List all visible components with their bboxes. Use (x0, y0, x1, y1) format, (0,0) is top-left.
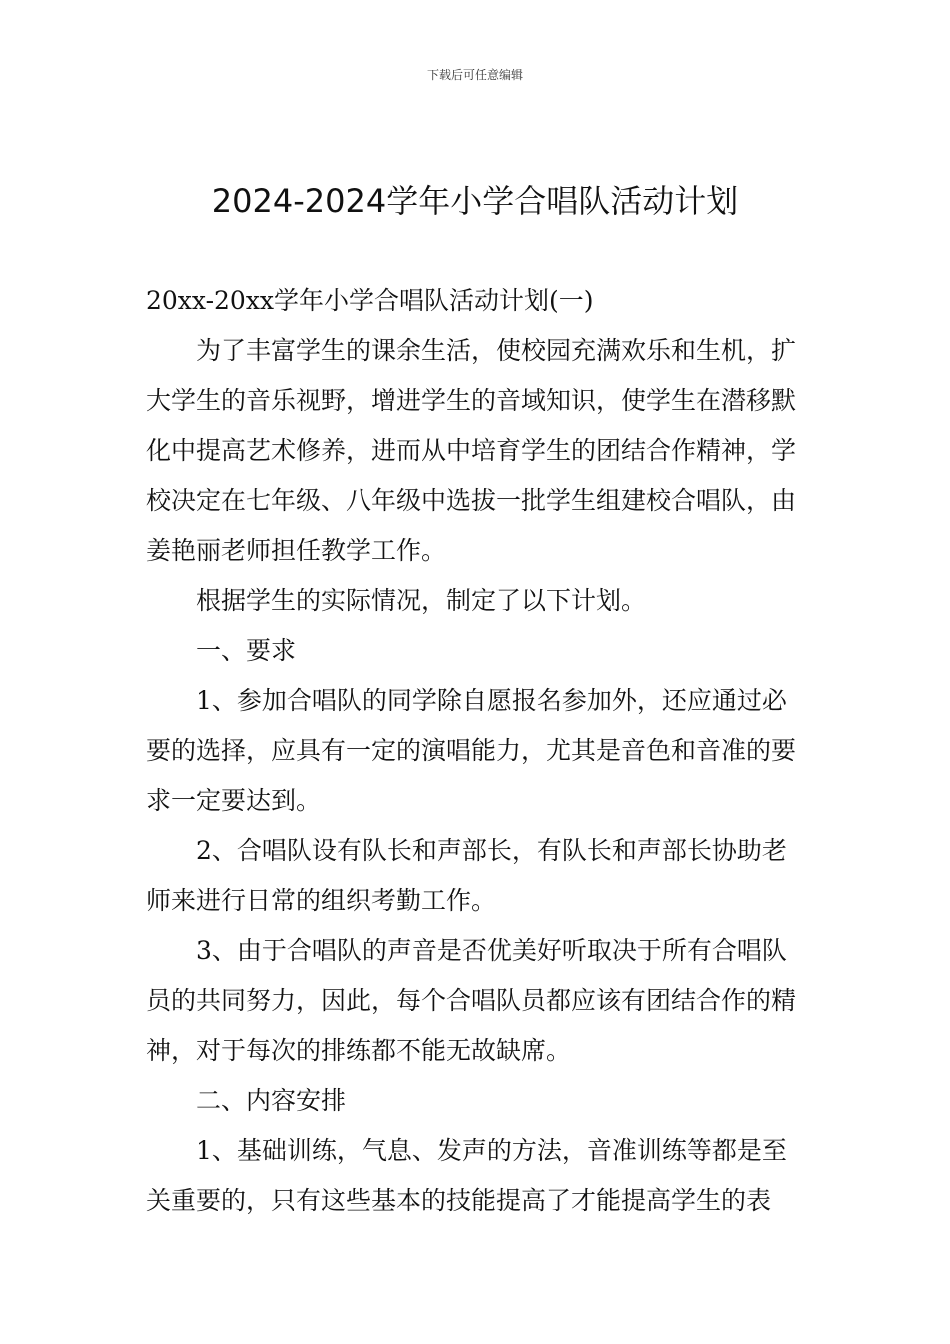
heading-requirements: 一、要求 (196, 636, 297, 665)
paragraph-requirement-2: 2、合唱队设有队长和声部长，有队长和声部长协助老师来进行日常的组织考勤工作。 (146, 836, 787, 915)
paragraph-content-1: 1、基础训练，气息、发声的方法，音准训练等都是至关重要的，只有这些基本的技能提高了才能提高学生的表 (146, 1136, 787, 1215)
paragraph-plan-note: 根据学生的实际情况，制定了以下计划。 (196, 586, 647, 615)
document-title: 2024-2024学年小学合唱队活动计划 (211, 182, 739, 220)
paragraph-requirement-3: 3、由于合唱队的声音是否优美好听取决于所有合唱队员的共同努力，因此，每个合唱队员都应该有团结合作的精神，对于每次的排练都不能无故缺席。 (146, 936, 797, 1065)
paragraph-intro: 为了丰富学生的课余生活，使校园充满欢乐和生机，扩大学生的音乐视野，增进学生的音域知识，使学生在潜移默化中提高艺术修养，进而从中培育学生的团结合作精神，学校决定在七年级、八年级中选拔一批学生组建校合唱队，由姜艳丽老师担任教学工作。 (146, 336, 797, 565)
heading-content-arrangement: 二、内容安排 (196, 1086, 347, 1115)
header-note: 下载后可任意编辑 (426, 68, 523, 82)
section-subtitle: 20xx-20xx学年小学合唱队活动计划(一) (146, 286, 594, 315)
paragraph-requirement-1: 1、参加合唱队的同学除自愿报名参加外，还应通过必要的选择，应具有一定的演唱能力，尤其是音色和音准的要求一定要达到。 (146, 686, 797, 815)
document-body (146, 276, 806, 1226)
